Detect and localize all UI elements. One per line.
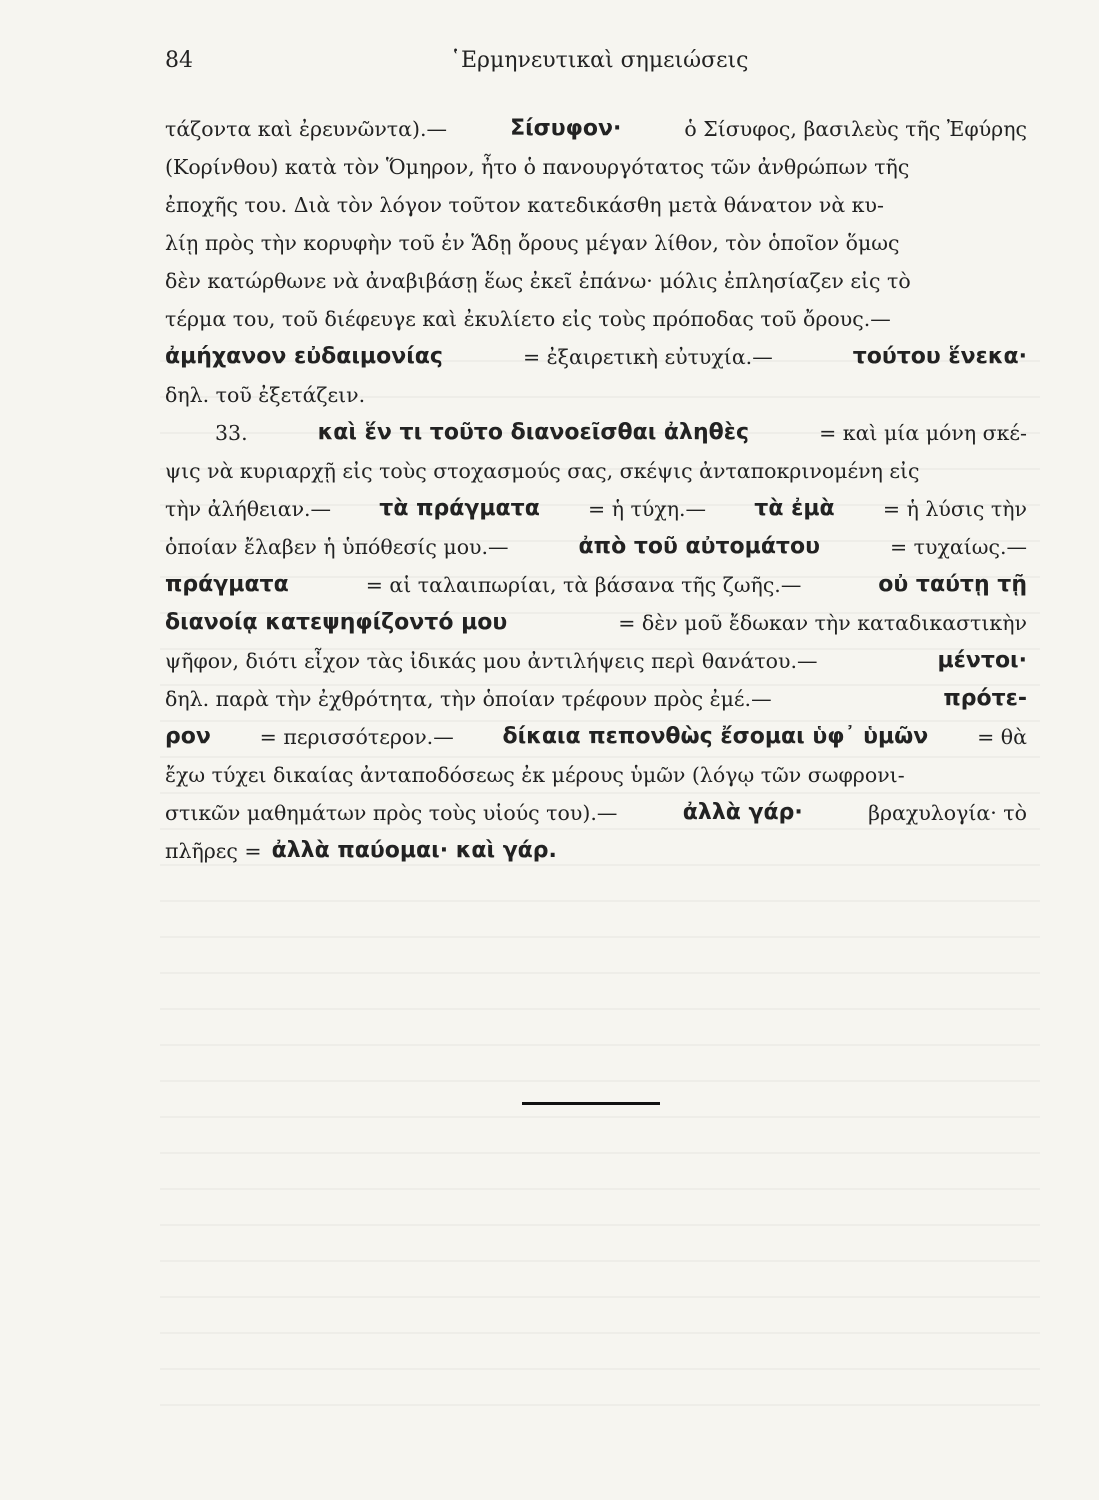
text-line bbox=[165, 794, 1027, 832]
lemma: οὐ ταύτῃ τῇ bbox=[878, 572, 1027, 597]
line-segment: = ἡ τύχη.— bbox=[588, 497, 707, 521]
commentary-body bbox=[165, 110, 1027, 870]
text-line bbox=[165, 832, 1027, 870]
line-segment: λίῃ πρὸς τὴν κορυφὴν τοῦ ἐν Ἅδῃ ὄρους μέγαν λίθον, τὸν ὁποῖον ὅμως bbox=[165, 231, 900, 255]
page-number: 84 bbox=[165, 48, 193, 73]
section-number: 33. bbox=[215, 421, 248, 445]
line-segment: δηλ. τοῦ ἐξετάζειν. bbox=[165, 383, 366, 407]
end-rule bbox=[522, 1102, 660, 1105]
line-segment: ψις νὰ κυριαρχῇ εἰς τοὺς στοχασμούς σας, σκέψις ἀνταποκρινομένη εἰς bbox=[165, 459, 920, 483]
running-title: ῾Ερμηνευτικαὶ σημειώσεις bbox=[450, 48, 749, 73]
page-header bbox=[165, 48, 1035, 80]
text-line bbox=[165, 414, 1027, 452]
line-segment: = αἱ ταλαιπωρίαι, τὰ βάσανα τῆς ζωῆς.— bbox=[365, 573, 802, 597]
text-line bbox=[165, 680, 1027, 718]
lemma: τούτου ἕνεκα· bbox=[852, 344, 1027, 369]
text-line bbox=[165, 338, 1027, 376]
text-line bbox=[165, 490, 1027, 528]
text-line bbox=[165, 376, 1027, 414]
lemma: ἀλλὰ γάρ· bbox=[682, 800, 803, 825]
line-segment: = ἡ λύσις τὴν bbox=[882, 497, 1027, 521]
lemma: διανοίᾳ κατεψηφίζοντό μου bbox=[165, 610, 508, 635]
lemma: πρότε- bbox=[943, 686, 1027, 711]
line-segment: ὁ Σίσυφος, βασιλεὺς τῆς Ἐφύρης bbox=[684, 117, 1027, 141]
lemma: τὰ ἐμὰ bbox=[754, 496, 835, 521]
line-segment: δηλ. παρὰ τὴν ἐχθρότητα, τὴν ὁποίαν τρέφουν πρὸς ἐμέ.— bbox=[165, 687, 772, 711]
line-segment: πλῆρες = bbox=[165, 839, 262, 863]
lemma: καὶ ἕν τι τοῦτο διανοεῖσθαι ἀληθὲς bbox=[317, 420, 750, 445]
text-line bbox=[165, 528, 1027, 566]
text-line bbox=[165, 262, 1027, 300]
text-line bbox=[165, 186, 1027, 224]
lemma: ρον bbox=[165, 724, 211, 749]
text-line bbox=[165, 300, 1027, 338]
line-segment: βραχυλογία· τὸ bbox=[868, 801, 1027, 825]
line-segment: στικῶν μαθημάτων πρὸς τοὺς υἱούς του).— bbox=[165, 801, 618, 825]
lemma: μέντοι· bbox=[937, 648, 1027, 673]
line-segment: (Κορίνθου) κατὰ τὸν Ὅμηρον, ἦτο ὁ πανουργότατος τῶν ἀνθρώπων τῆς bbox=[165, 155, 910, 179]
lemma: Σίσυφον· bbox=[510, 116, 622, 141]
line-segment: = δὲν μοῦ ἔδωκαν τὴν καταδικαστικὴν bbox=[618, 611, 1027, 635]
lemma: ἀπὸ τοῦ αὐτομάτου bbox=[578, 534, 820, 559]
text-line bbox=[165, 718, 1027, 756]
lemma: πράγματα bbox=[165, 572, 289, 597]
line-segment: ἐποχῆς του. Διὰ τὸν λόγον τοῦτον κατεδικάσθη μετὰ θάνατον νὰ κυ- bbox=[165, 193, 884, 217]
line-segment: τέρμα του, τοῦ διέφευγε καὶ ἐκυλίετο εἰς τοὺς πρόποδας τοῦ ὄρους.— bbox=[165, 307, 891, 331]
line-segment: ὁποίαν ἔλαβεν ἡ ὑπόθεσίς μου.— bbox=[165, 535, 509, 559]
line-segment: = θὰ bbox=[977, 725, 1027, 749]
text-line bbox=[165, 642, 1027, 680]
line-segment: = τυχαίως.— bbox=[889, 535, 1027, 559]
lemma: ἀμήχανον εὐδαιμονίας bbox=[165, 344, 443, 369]
text-line bbox=[165, 224, 1027, 262]
line-segment: δὲν κατώρθωνε νὰ ἀναβιβάσῃ ἕως ἐκεῖ ἐπάνω· μόλις ἐπλησίαζεν εἰς τὸ bbox=[165, 269, 911, 293]
text-line bbox=[165, 452, 1027, 490]
line-segment: ἔχω τύχει δικαίας ἀνταποδόσεως ἐκ μέρους ὑμῶν (λόγῳ τῶν σωφρονι- bbox=[165, 763, 905, 787]
line-segment: = καὶ μία μόνη σκέ- bbox=[819, 421, 1027, 445]
line-segment: = ἐξαιρετικὴ εὐτυχία.— bbox=[522, 345, 773, 369]
text-line bbox=[165, 148, 1027, 186]
lemma: τὰ πράγματα bbox=[379, 496, 540, 521]
line-segment: = περισσότερον.— bbox=[259, 725, 454, 749]
line-segment: ψῆφον, διότι εἶχον τὰς ἰδικάς μου ἀντιλήψεις περὶ θανάτου.— bbox=[165, 649, 818, 673]
text-line bbox=[165, 604, 1027, 642]
lemma: ἀλλὰ παύομαι· καὶ γάρ. bbox=[271, 838, 557, 863]
text-line bbox=[165, 756, 1027, 794]
text-line bbox=[165, 110, 1027, 148]
line-segment: τὴν ἀλήθειαν.— bbox=[165, 497, 332, 521]
text-line bbox=[165, 566, 1027, 604]
line-segment: τάζοντα καὶ ἐρευνῶντα).— bbox=[165, 117, 447, 141]
lemma: δίκαια πεπονθὼς ἔσομαι ὑφ᾽ ὑμῶν bbox=[502, 724, 929, 749]
